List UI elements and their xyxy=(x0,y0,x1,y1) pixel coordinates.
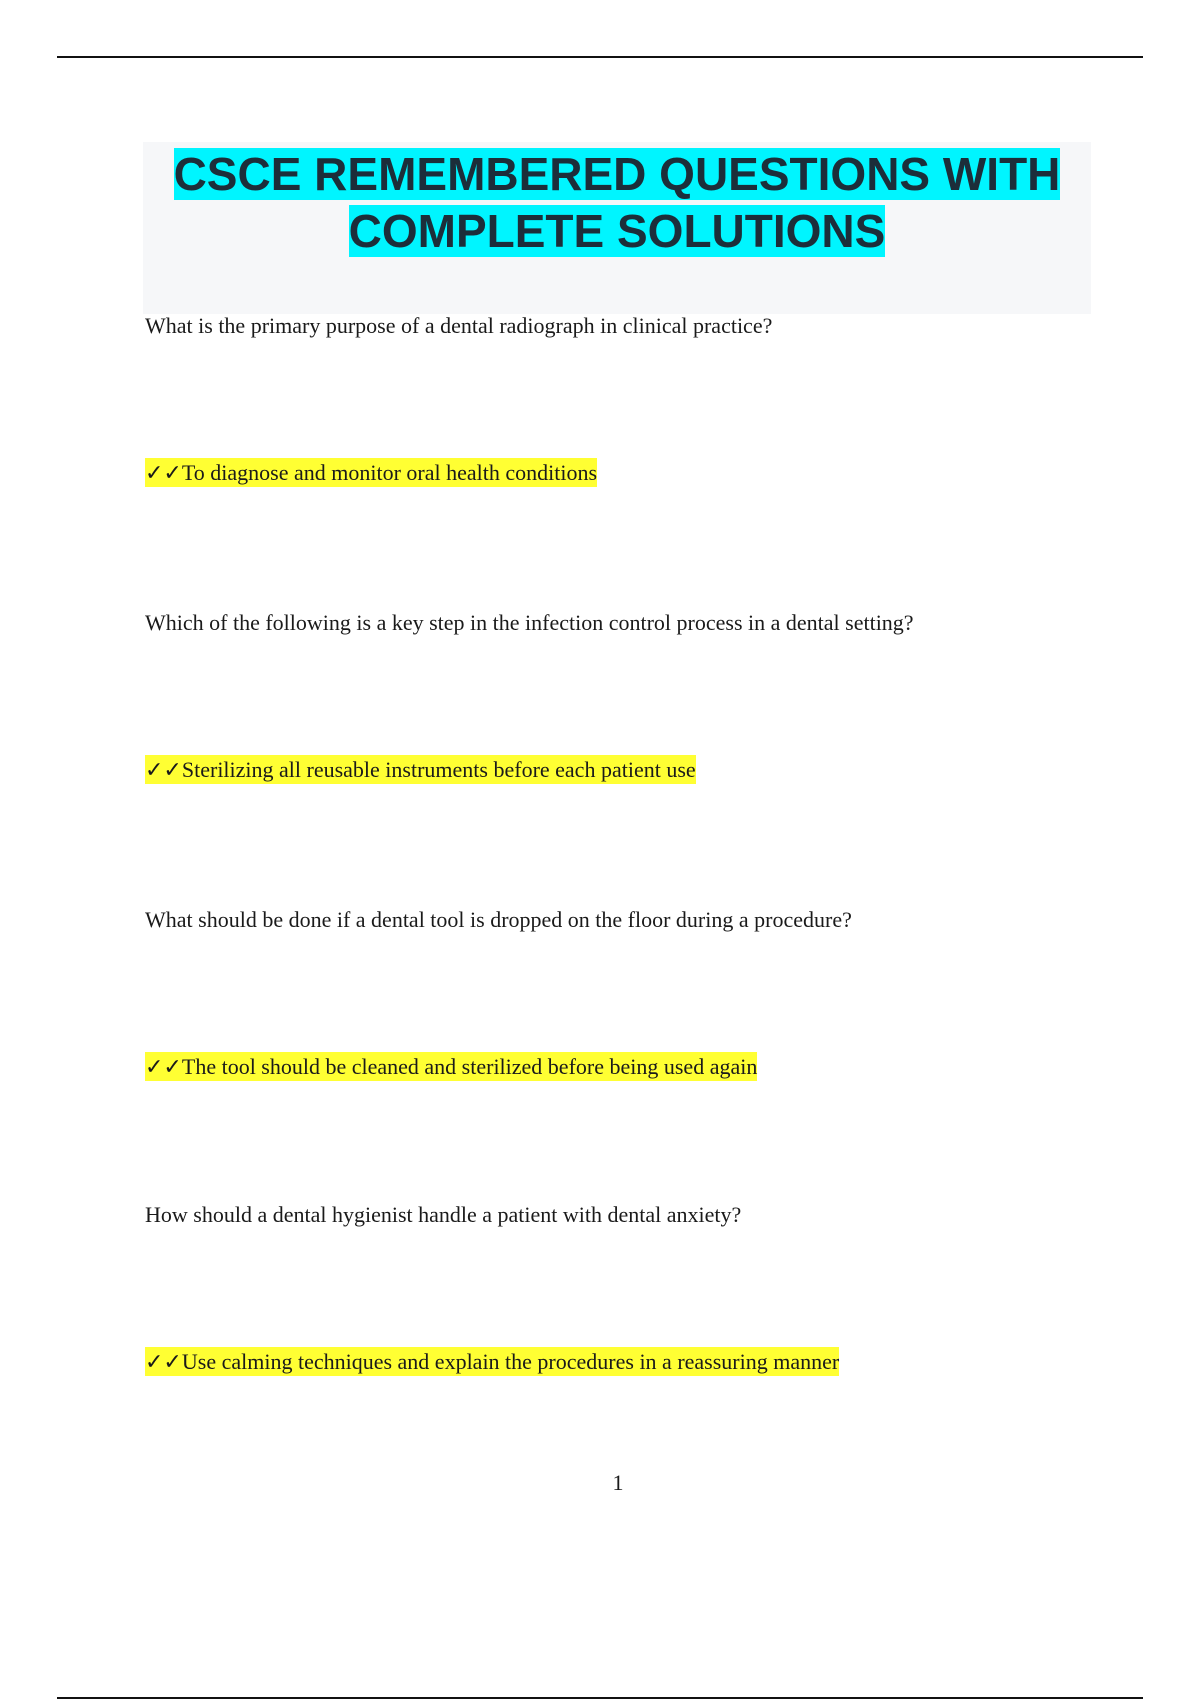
double-check-icon: ✓✓ xyxy=(145,461,182,486)
title-block xyxy=(143,142,1091,314)
footer-rule xyxy=(57,1697,1143,1699)
question-2: Which of the following is a key step in the infection control process in a dental setting? xyxy=(145,610,914,635)
answer-text: To diagnose and monitor oral health conditions xyxy=(181,460,598,485)
answer-highlight xyxy=(145,1347,839,1376)
answer-text: Sterilizing all reusable instruments before each patient use xyxy=(181,757,696,782)
answer-text: Use calming techniques and explain the procedures in a reassuring manner xyxy=(181,1349,840,1374)
answer-highlight xyxy=(145,458,597,487)
answer-4 xyxy=(145,1347,839,1378)
double-check-icon: ✓✓ xyxy=(145,1350,182,1375)
answer-highlight xyxy=(145,755,696,784)
question-3: What should be done if a dental tool is dropped on the floor during a procedure? xyxy=(145,907,852,932)
answer-2 xyxy=(145,755,696,786)
answer-text: The tool should be cleaned and sterilized before being used again xyxy=(181,1054,758,1079)
header-rule xyxy=(57,56,1143,58)
title-line-2: COMPLETE SOLUTIONS xyxy=(348,205,886,257)
double-check-icon: ✓✓ xyxy=(145,758,182,783)
double-check-icon: ✓✓ xyxy=(145,1055,182,1080)
answer-highlight xyxy=(145,1052,757,1081)
question-1: What is the primary purpose of a dental radiograph in clinical practice? xyxy=(145,313,773,338)
document-title xyxy=(143,142,1091,260)
question-4: How should a dental hygienist handle a patient with dental anxiety? xyxy=(145,1202,742,1227)
answer-3 xyxy=(145,1052,757,1083)
answer-1 xyxy=(145,458,597,489)
page-number: 1 xyxy=(612,1470,624,1495)
title-line-1: CSCE REMEMBERED QUESTIONS WITH xyxy=(173,148,1061,200)
